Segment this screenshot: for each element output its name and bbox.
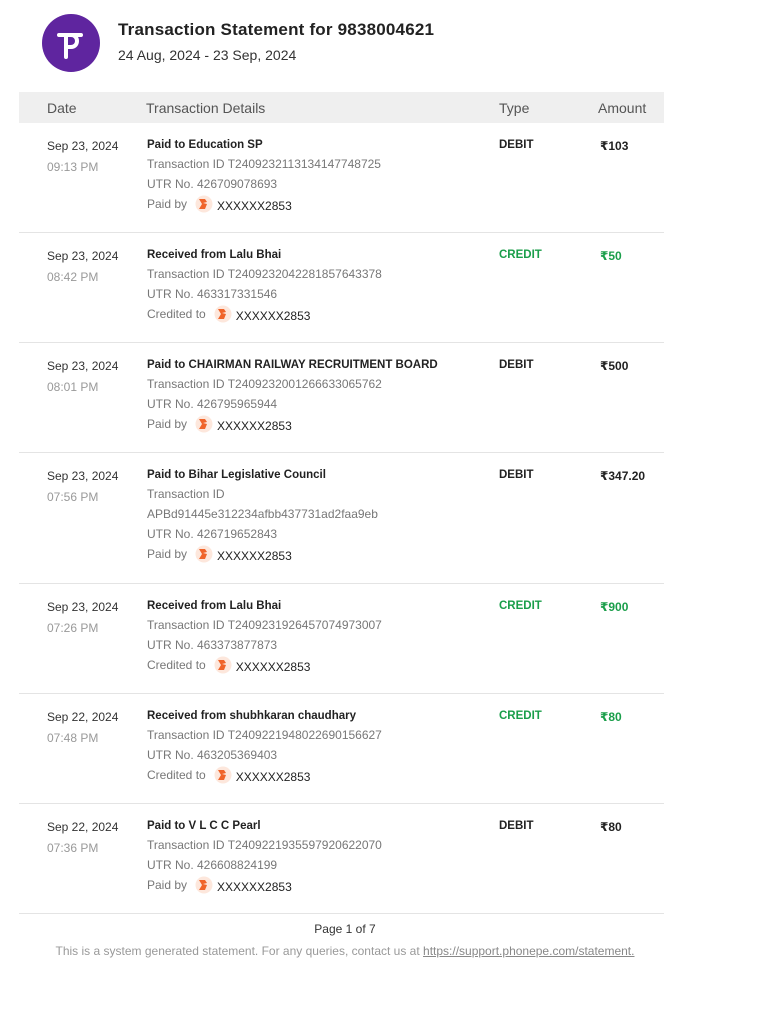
transaction-details bbox=[147, 139, 477, 213]
transaction-id: Transaction ID T2409221935597920622070 bbox=[147, 838, 382, 852]
column-header-details: Transaction Details bbox=[146, 100, 266, 116]
transaction-id: Transaction ID T2409232113134147748725 bbox=[147, 157, 381, 171]
transaction-amount: ₹347.20 bbox=[600, 469, 646, 483]
transaction-details bbox=[147, 600, 477, 674]
transaction-id: Transaction ID T2409231926457074973007 bbox=[147, 618, 382, 632]
transaction-amount: ₹50 bbox=[600, 249, 622, 263]
footer-note-text: This is a system generated statement. For any queries, contact us at bbox=[55, 944, 420, 958]
payment-account bbox=[147, 656, 477, 674]
table-row bbox=[19, 453, 664, 584]
transaction-time: 07:26 PM bbox=[47, 621, 99, 635]
transaction-party: Paid to V L C C Pearl bbox=[147, 820, 261, 832]
statement-title: Transaction Statement for 9838004621 bbox=[118, 19, 435, 39]
footer-note bbox=[0, 944, 690, 958]
bank-logo-icon bbox=[214, 305, 232, 323]
transaction-time: 09:13 PM bbox=[47, 160, 99, 174]
transaction-time: 07:36 PM bbox=[47, 841, 99, 855]
account-label: Credited to bbox=[147, 768, 206, 782]
table-row bbox=[19, 123, 664, 233]
support-link[interactable]: https://support.phonepe.com/statement. bbox=[423, 944, 635, 958]
transaction-amount: ₹900 bbox=[600, 600, 629, 614]
transaction-date: Sep 23, 2024 bbox=[47, 469, 119, 483]
transaction-amount: ₹80 bbox=[600, 820, 622, 834]
account-label: Credited to bbox=[147, 658, 206, 672]
account-number: XXXXXX2853 bbox=[217, 418, 292, 433]
table-row bbox=[19, 804, 664, 914]
transaction-amount: ₹103 bbox=[600, 139, 629, 153]
transaction-type: CREDIT bbox=[499, 600, 542, 612]
transaction-type: CREDIT bbox=[499, 249, 542, 261]
account-number: XXXXXX2853 bbox=[235, 659, 311, 674]
transaction-date: Sep 22, 2024 bbox=[47, 820, 119, 834]
account-number: XXXXXX2853 bbox=[235, 308, 311, 323]
account-label: Paid by bbox=[147, 547, 188, 561]
account-number: XXXXXX2853 bbox=[217, 879, 292, 894]
transaction-time: 07:48 PM bbox=[47, 731, 99, 745]
payment-account bbox=[147, 876, 477, 894]
table-row bbox=[19, 584, 664, 694]
transaction-time: 08:01 PM bbox=[47, 380, 99, 394]
account-label: Credited to bbox=[147, 307, 206, 321]
table-header bbox=[19, 92, 664, 123]
transaction-amount: ₹500 bbox=[600, 359, 629, 373]
bank-logo-icon bbox=[195, 415, 213, 433]
payment-account bbox=[147, 766, 477, 784]
statement-footer bbox=[0, 922, 690, 958]
phonepe-logo-icon bbox=[42, 14, 100, 72]
transaction-type: DEBIT bbox=[499, 359, 534, 371]
transaction-party: Received from shubhkaran chaudhary bbox=[147, 710, 356, 722]
account-number: XXXXXX2853 bbox=[217, 548, 292, 563]
transaction-party: Received from Lalu Bhai bbox=[147, 600, 282, 612]
transaction-details bbox=[147, 820, 477, 894]
bank-logo-icon bbox=[195, 195, 213, 213]
account-number: XXXXXX2853 bbox=[217, 198, 292, 213]
transaction-type: DEBIT bbox=[499, 820, 534, 832]
payment-account bbox=[147, 415, 477, 433]
transaction-id: Transaction ID T2409232001266633065762 bbox=[147, 377, 382, 391]
payment-account bbox=[147, 195, 477, 213]
transaction-time: 08:42 PM bbox=[47, 270, 99, 284]
transaction-details bbox=[147, 469, 477, 563]
transaction-amount: ₹80 bbox=[600, 710, 622, 724]
table-row bbox=[19, 694, 664, 804]
statement-header bbox=[42, 14, 434, 72]
bank-logo-icon bbox=[214, 766, 232, 784]
account-label: Paid by bbox=[147, 878, 188, 892]
transaction-date: Sep 22, 2024 bbox=[47, 710, 119, 724]
transaction-date: Sep 23, 2024 bbox=[47, 600, 119, 614]
transaction-id: Transaction ID T2409221948022690156627 bbox=[147, 728, 382, 742]
transaction-date: Sep 23, 2024 bbox=[47, 139, 119, 153]
table-row bbox=[19, 233, 664, 343]
transaction-party: Received from Lalu Bhai bbox=[147, 249, 282, 261]
utr-number: UTR No. 426709078693 bbox=[147, 177, 278, 191]
column-header-date: Date bbox=[47, 100, 77, 116]
bank-logo-icon bbox=[195, 545, 213, 563]
utr-number: UTR No. 463205369403 bbox=[147, 748, 278, 762]
transaction-date: Sep 23, 2024 bbox=[47, 359, 119, 373]
column-header-type: Type bbox=[499, 100, 530, 116]
page-number: Page 1 of 7 bbox=[314, 922, 376, 936]
account-label: Paid by bbox=[147, 197, 188, 211]
bank-logo-icon bbox=[214, 656, 232, 674]
utr-number: UTR No. 463317331546 bbox=[147, 287, 278, 301]
account-label: Paid by bbox=[147, 417, 188, 431]
transaction-party: Paid to Bihar Legislative Council bbox=[147, 469, 326, 481]
transactions-table bbox=[19, 92, 664, 914]
utr-number: UTR No. 426608824199 bbox=[147, 858, 278, 872]
transaction-details bbox=[147, 359, 477, 433]
payment-account bbox=[147, 545, 477, 563]
column-header-amount: Amount bbox=[598, 100, 647, 116]
transaction-id: Transaction ID T2409232042281857643378 bbox=[147, 267, 382, 281]
statement-date-range: 24 Aug, 2024 - 23 Sep, 2024 bbox=[118, 46, 297, 63]
transaction-id: Transaction ID bbox=[147, 487, 225, 501]
transaction-details bbox=[147, 710, 477, 784]
transaction-id-continued: APBd91445e312234afbb437731ad2faa9eb bbox=[147, 507, 378, 521]
transaction-type: DEBIT bbox=[499, 139, 534, 151]
utr-number: UTR No. 463373877873 bbox=[147, 638, 278, 652]
account-number: XXXXXX2853 bbox=[235, 769, 311, 784]
payment-account bbox=[147, 305, 477, 323]
utr-number: UTR No. 426795965944 bbox=[147, 397, 278, 411]
transaction-date: Sep 23, 2024 bbox=[47, 249, 119, 263]
transaction-type: CREDIT bbox=[499, 710, 542, 722]
transaction-details bbox=[147, 249, 477, 323]
transaction-time: 07:56 PM bbox=[47, 490, 99, 504]
table-row bbox=[19, 343, 664, 453]
utr-number: UTR No. 426719652843 bbox=[147, 527, 278, 541]
transaction-type: DEBIT bbox=[499, 469, 534, 481]
transaction-party: Paid to CHAIRMAN RAILWAY RECRUITMENT BOARD bbox=[147, 359, 438, 371]
transaction-party: Paid to Education SP bbox=[147, 139, 263, 151]
bank-logo-icon bbox=[195, 876, 213, 894]
